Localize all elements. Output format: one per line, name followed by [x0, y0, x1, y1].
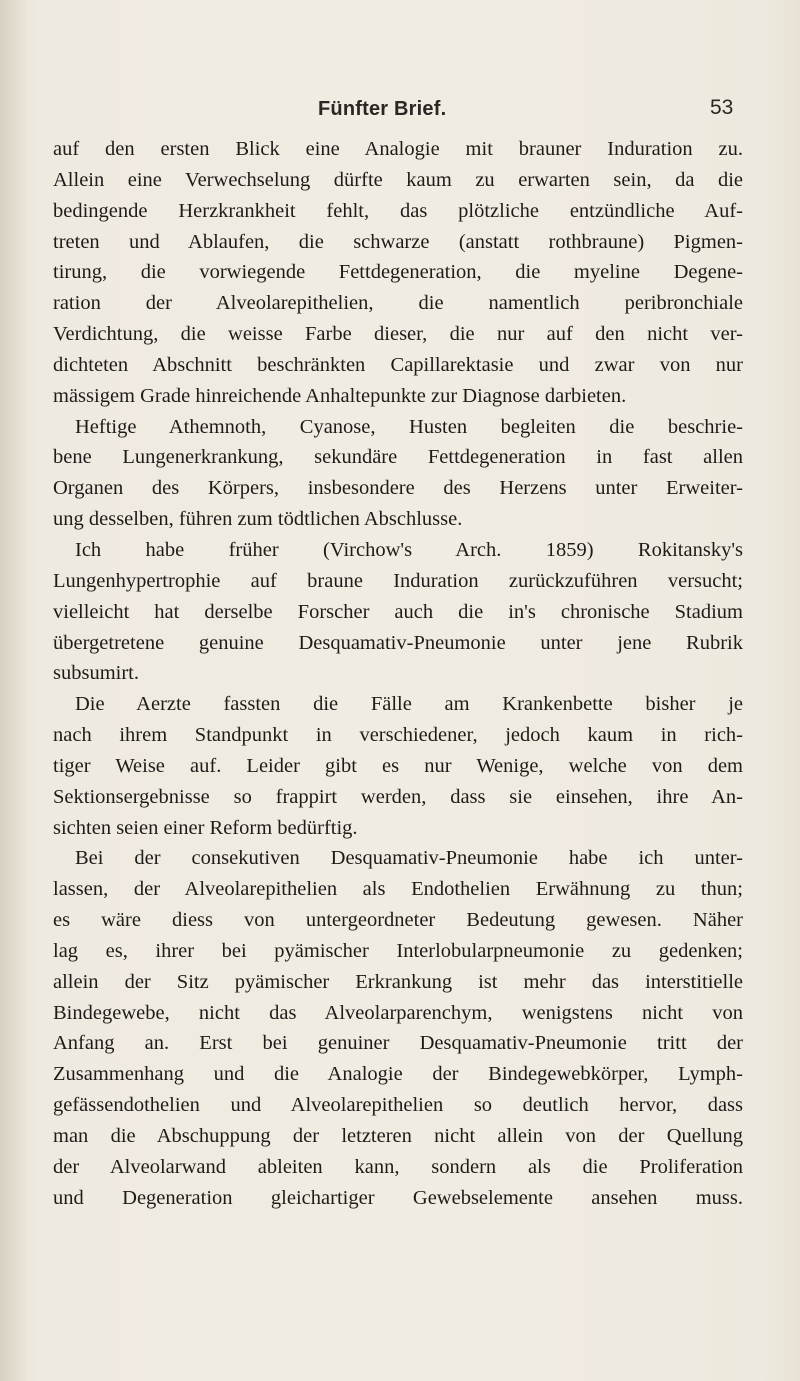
page-number: 53: [710, 96, 734, 119]
text-line: Die Aerzte fassten die Fälle am Krankenbette bisher je: [75, 693, 743, 716]
text-line: subsumirt.: [53, 662, 139, 685]
page-gutter-shadow: [0, 0, 28, 1381]
text-line: gefässendothelien und Alveolarepithelien so deutlich hervor, dass: [53, 1094, 743, 1117]
body-text: [53, 134, 743, 1214]
text-line: Sektionsergebnisse so frappirt werden, dass sie einsehen, ihre An-: [53, 785, 743, 808]
text-line: Zusammenhang und die Analogie der Bindegewebkörper, Lymph-: [53, 1063, 743, 1086]
text-line: Bei der consekutiven Desquamativ-Pneumonie habe ich unter-: [75, 847, 743, 870]
text-line: und Degeneration gleichartiger Gewebselemente ansehen muss.: [53, 1186, 743, 1209]
running-head: [0, 98, 800, 132]
text-line: der Alveolarwand ableiten kann, sondern als die Proliferation: [53, 1155, 743, 1178]
text-line: Verdichtung, die weisse Farbe dieser, die nur auf den nicht ver-: [53, 323, 743, 346]
text-line: sichten seien einer Reform bedürftig.: [53, 816, 358, 839]
text-line: auf den ersten Blick eine Analogie mit brauner Induration zu.: [53, 138, 743, 160]
text-line: treten und Ablaufen, die schwarze (anstatt rothbraune) Pigmen-: [53, 230, 743, 253]
text-line: allein der Sitz pyämischer Erkrankung ist mehr das interstitielle: [53, 970, 743, 993]
text-line: vielleicht hat derselbe Forscher auch die in's chronische Stadium: [53, 600, 743, 623]
text-line: es wäre diess von untergeordneter Bedeutung gewesen. Näher: [53, 909, 743, 932]
text-line: lassen, der Alveolarepithelien als Endothelien Erwähnung zu thun;: [53, 878, 743, 901]
text-line: Lungenhypertrophie auf braune Induration zurückzuführen versucht;: [53, 569, 743, 592]
text-line: Heftige Athemnoth, Cyanose, Husten begleiten die beschrie-: [75, 415, 743, 438]
text-line: dichteten Abschnitt beschränkten Capillarektasie und zwar von nur: [53, 353, 743, 376]
text-line: Anfang an. Erst bei genuiner Desquamativ-Pneumonie tritt der: [53, 1032, 743, 1055]
text-line: tiger Weise auf. Leider gibt es nur Wenige, welche von dem: [53, 754, 743, 777]
text-line: übergetretene genuine Desquamativ-Pneumonie unter jene Rubrik: [53, 631, 743, 654]
text-line: Bindegewebe, nicht das Alveolarparenchym, wenigstens nicht von: [53, 1001, 743, 1024]
text-line: ung desselben, führen zum tödtlichen Abschlusse.: [53, 508, 463, 531]
text-line: Organen des Körpers, insbesondere des Herzens unter Erweiter-: [53, 477, 743, 500]
text-line: man die Abschuppung der letzteren nicht allein von der Quellung: [53, 1125, 743, 1147]
text-line: lag es, ihrer bei pyämischer Interlobularpneumonie zu gedenken;: [53, 939, 743, 962]
text-line: bedingende Herzkrankheit fehlt, das plötzliche entzündliche Auf-: [53, 199, 743, 222]
text-line: bene Lungenerkrankung, sekundäre Fettdegeneration in fast allen: [53, 446, 743, 469]
text-line: Ich habe früher (Virchow's Arch. 1859) Rokitansky's: [75, 538, 743, 561]
text-line: Allein eine Verwechselung dürfte kaum zu erwarten sein, da die: [53, 168, 743, 191]
text-line: ration der Alveolarepithelien, die namentlich peribronchiale: [53, 292, 743, 315]
text-line: mässigem Grade hinreichende Anhaltepunkte zur Diagnose darbieten.: [53, 384, 627, 407]
text-line: nach ihrem Standpunkt in verschiedener, jedoch kaum in rich-: [53, 724, 743, 747]
chapter-title: Fünfter Brief.: [318, 98, 447, 120]
text-line: tirung, die vorwiegende Fettdegeneration, die myeline Degene-: [53, 261, 743, 284]
